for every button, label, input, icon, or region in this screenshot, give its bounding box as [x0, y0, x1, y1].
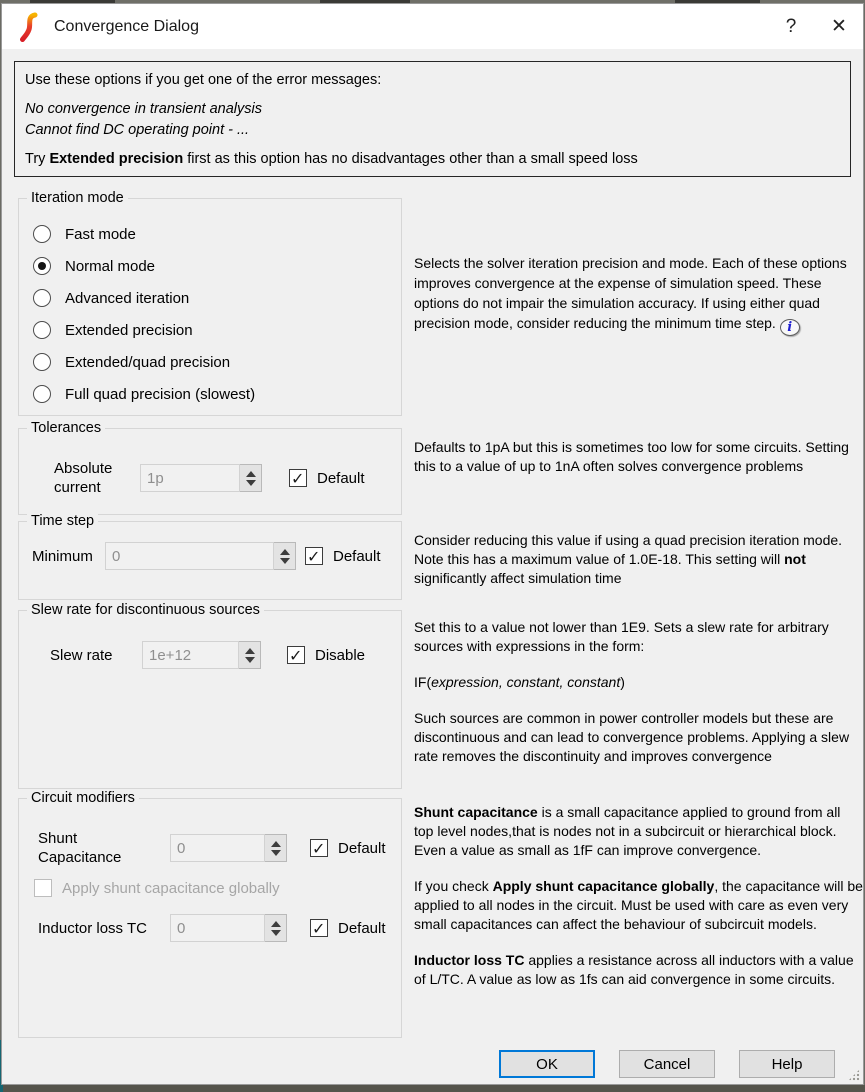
convergence-dialog [1, 3, 864, 1085]
default-checkbox-wrap[interactable] [289, 469, 365, 487]
intro-advice: Try Extended precision first as this option has no disadvantages other than a small speed loss [25, 151, 638, 167]
time-step-section [2, 513, 863, 605]
radio-label: Advanced iteration [65, 289, 190, 307]
minimum-time-step-spinner[interactable] [274, 542, 296, 570]
error-message-list [25, 99, 840, 141]
description-text: Shunt capacitance is a small capacitance applied to ground from all top level nodes,that is nodes not in a subcircuit or hierarchical block. Even a value as small as 1fF can improve convergence. [414, 804, 841, 858]
minimum-label: Minimum [32, 547, 93, 565]
absolute-current-spinner[interactable] [240, 464, 262, 492]
spinner-up-icon[interactable] [246, 471, 256, 477]
default-checkbox-wrap[interactable] [305, 547, 381, 565]
radio-icon[interactable] [33, 289, 51, 307]
inductor-loss-tc-row [19, 909, 401, 947]
input-value: 0 [112, 547, 121, 565]
inductor-loss-tc-label: Inductor loss TC [38, 919, 147, 937]
description-text: If you check Apply shunt capacitance globally, the capacitance will be applied to all nodes in the circuit. Must be used with care as even very small capacitances can affect the behaviour of subcircuit models. [414, 878, 863, 932]
description-formula: IF(expression, constant, constant) [414, 674, 625, 690]
spinner-up-icon[interactable] [245, 648, 255, 654]
description-text: Selects the solver iteration precision and mode. Each of these options improves convergence at the expense of simulation speed. These options do not impair the simulation accuracy. If using either quad precision mode, consider reducing the minimum time step. [414, 255, 847, 331]
app-logo-icon [16, 11, 42, 43]
checkbox-label: Disable [315, 646, 366, 664]
checkbox-label: Default [317, 469, 365, 487]
radio-label: Normal mode [65, 257, 156, 275]
description-text: Consider reducing this value if using a quad precision iteration mode. Note this has a maximum value of 1.0E-18. This setting will [414, 532, 843, 567]
checkbox-label: Default [338, 839, 386, 857]
radio-advanced-iteration[interactable] [33, 285, 401, 311]
checkbox-label: Default [338, 919, 386, 937]
default-checkbox[interactable] [305, 547, 323, 565]
radio-label: Extended/quad precision [65, 353, 231, 371]
minimum-time-step-row [19, 542, 401, 570]
radio-label: Full quad precision (slowest) [65, 385, 256, 403]
error-message: Cannot find DC operating point - ... [25, 122, 250, 138]
help-icon[interactable]: ? [785, 15, 797, 37]
iteration-mode-group [18, 190, 402, 416]
time-step-group [18, 513, 402, 600]
minimum-time-step-input[interactable] [105, 542, 274, 570]
description-text: Such sources are common in power controller models but these are discontinuous and can lead to convergence problems. Applying a slew rate removes the discontinuity and improves convergence [414, 710, 850, 764]
input-value: 1p [147, 469, 164, 487]
tolerances-section [2, 420, 863, 515]
close-icon[interactable]: ✕ [831, 16, 847, 37]
apply-shunt-globally-checkbox[interactable] [34, 879, 52, 897]
checkbox-label: Apply shunt capacitance globally [62, 879, 280, 897]
radio-icon[interactable] [33, 353, 51, 371]
default-checkbox[interactable] [310, 839, 328, 857]
radio-extended-quad-precision[interactable] [33, 349, 401, 375]
absolute-current-input[interactable] [140, 464, 240, 492]
spinner-down-icon[interactable] [245, 657, 255, 663]
radio-full-quad-precision[interactable] [33, 381, 401, 407]
disable-checkbox-wrap[interactable] [287, 646, 365, 664]
slew-rate-input[interactable] [142, 641, 239, 669]
time-step-description [414, 521, 863, 605]
info-icon[interactable]: i [780, 319, 800, 336]
absolute-current-label: Absolute current [54, 460, 113, 496]
apply-shunt-globally-row[interactable] [34, 877, 401, 899]
description-text: Inductor loss TC applies a resistance across all inductors with a value of L/TC. A value as low as 1fs can aid convergence in some circuits. [414, 952, 854, 987]
iteration-description [414, 198, 863, 353]
radio-normal-mode[interactable] [33, 253, 401, 279]
input-value: 0 [177, 919, 186, 937]
spinner-up-icon[interactable] [280, 549, 290, 555]
description-text: significantly affect simulation time [414, 570, 622, 586]
group-title: Time step [27, 513, 98, 529]
inductor-loss-tc-input[interactable] [170, 914, 265, 942]
default-checkbox[interactable] [289, 469, 307, 487]
radio-icon[interactable] [33, 225, 51, 243]
shunt-capacitance-row [19, 829, 401, 867]
help-button[interactable]: Help [739, 1050, 835, 1078]
spinner-down-icon[interactable] [246, 480, 256, 486]
radio-extended-precision[interactable] [33, 317, 401, 343]
description-text: Set this to a value not lower than 1E9. Sets a slew rate for arbitrary sources with expressions in the form: [414, 619, 829, 654]
spinner-down-icon[interactable] [280, 558, 290, 564]
cancel-button[interactable]: Cancel [619, 1050, 715, 1078]
slew-rate-label: Slew rate [50, 646, 113, 664]
circuit-modifiers-section [2, 790, 863, 1038]
tolerances-group [18, 420, 402, 515]
spinner-up-icon[interactable] [271, 841, 281, 847]
default-checkbox-wrap[interactable] [310, 919, 386, 937]
group-title: Iteration mode [27, 190, 128, 206]
tolerances-description [414, 428, 863, 493]
title-bar [2, 4, 863, 49]
spinner-up-icon[interactable] [271, 921, 281, 927]
default-checkbox-wrap[interactable] [310, 839, 386, 857]
error-message: No convergence in transient analysis [25, 101, 262, 117]
disable-checkbox[interactable] [287, 646, 305, 664]
group-title: Tolerances [27, 420, 105, 436]
radio-fast-mode[interactable] [33, 221, 401, 247]
intro-message-box [14, 61, 851, 177]
dialog-button-row [2, 1050, 863, 1078]
window-title: Convergence Dialog [54, 17, 199, 35]
description-text: Defaults to 1pA but this is sometimes too low for some circuits. Setting this to a value of up to 1nA often solves convergence problems [414, 439, 849, 474]
shunt-capacitance-label: Shunt Capacitance [38, 830, 122, 866]
intro-line: Use these options if you get one of the error messages: [25, 72, 382, 88]
circuit-modifiers-description [414, 798, 863, 1006]
shunt-capacitance-input[interactable] [170, 834, 265, 862]
input-value: 0 [177, 839, 186, 857]
ok-button[interactable]: OK [499, 1050, 595, 1078]
slew-rate-section [2, 602, 863, 789]
slew-rate-description [414, 610, 863, 783]
slew-rate-group [18, 602, 402, 789]
shunt-capacitance-spinner[interactable] [265, 834, 287, 862]
default-checkbox[interactable] [310, 919, 328, 937]
slew-rate-row [19, 641, 401, 669]
circuit-modifiers-group [18, 790, 402, 1038]
inductor-loss-tc-spinner[interactable] [265, 914, 287, 942]
radio-label: Fast mode [65, 225, 136, 243]
radio-icon[interactable] [33, 385, 51, 403]
background-taskbar-sliver [0, 1085, 865, 1092]
group-title: Circuit modifiers [27, 790, 139, 806]
description-bold: not [784, 551, 806, 567]
spinner-down-icon[interactable] [271, 930, 281, 936]
group-title: Slew rate for discontinuous sources [27, 602, 264, 618]
spinner-down-icon[interactable] [271, 850, 281, 856]
absolute-current-row [19, 459, 401, 497]
slew-rate-spinner[interactable] [239, 641, 261, 669]
checkbox-label: Default [333, 547, 381, 565]
radio-selected-icon[interactable] [33, 257, 51, 275]
input-value: 1e+12 [149, 646, 192, 664]
radio-icon[interactable] [33, 321, 51, 339]
iteration-mode-section [2, 190, 863, 416]
radio-label: Extended precision [65, 321, 193, 339]
